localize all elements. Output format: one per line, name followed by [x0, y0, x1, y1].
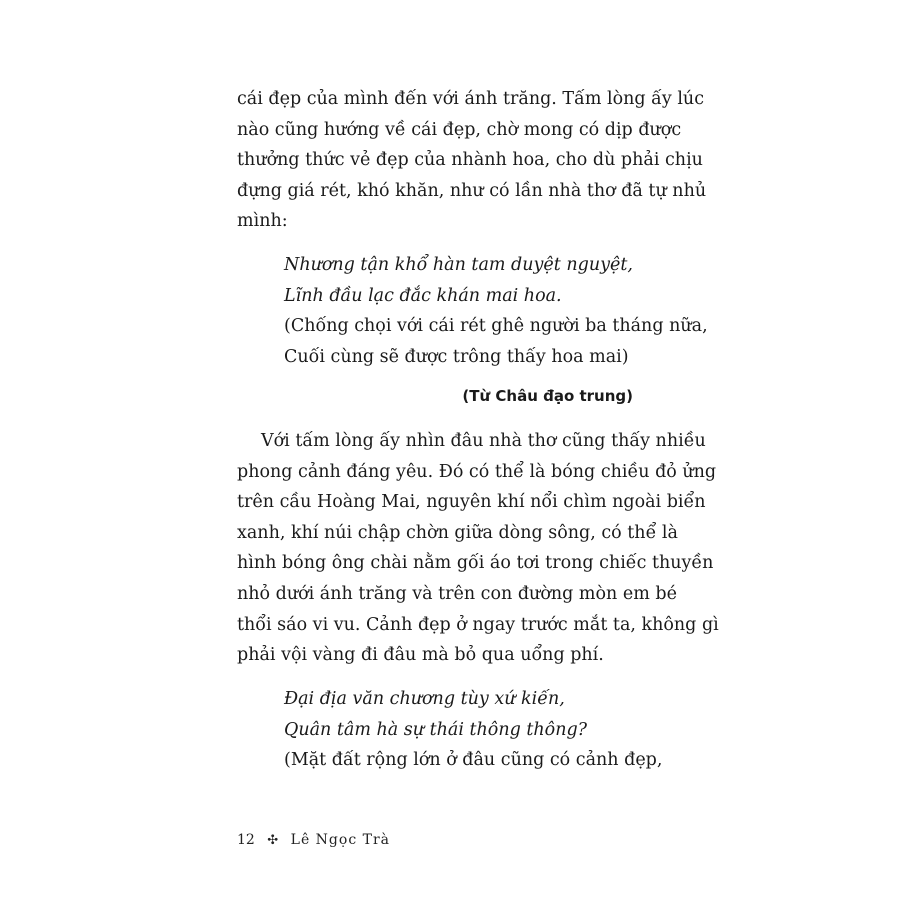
- paragraph-2-line: trên cầu Hoàng Mai, nguyên khí nổi chìm ngoài biển: [237, 492, 706, 513]
- page-number: 12: [237, 832, 255, 848]
- poem-1: [237, 250, 708, 372]
- paragraph-1-line: thưởng thức vẻ đẹp của nhành hoa, cho dù phải chịu: [237, 150, 703, 171]
- paragraph-2-line: phải vội vàng đi đâu mà bỏ qua uổng phí.: [237, 645, 604, 666]
- paragraph-2-line: nhỏ dưới ánh trăng và trên con đường mòn em bé: [237, 583, 677, 604]
- paragraph-2-line: hình bóng ông chài nằm gối áo tơi trong chiếc thuyền: [237, 553, 714, 574]
- paragraph-2: [237, 426, 719, 671]
- page-footer: [237, 828, 390, 853]
- poem-1-original-line: Lĩnh đầu lạc đắc khán mai hoa.: [284, 285, 562, 306]
- poem-2: [237, 684, 664, 776]
- poem-1-translation-line: Cuối cùng sẽ được trông thấy hoa mai): [284, 346, 629, 367]
- paragraph-1-line: mình:: [237, 211, 288, 232]
- paragraph-1-line: đựng giá rét, khó khăn, như có lần nhà thơ đã tự nhủ: [237, 180, 707, 201]
- paragraph-1-line: cái đẹp của mình đến với ánh trăng. Tấm lòng ấy lúc: [237, 89, 704, 109]
- poem-1-translation-line: (Chống chọi với cái rét ghê người ba tháng nữa,: [284, 316, 708, 337]
- paragraph-2-line: Với tấm lòng ấy nhìn đâu nhà thơ cũng thấy nhiều: [261, 431, 706, 451]
- paragraph-2-line: xanh, khí núi chập chờn giữa dòng sông, có thể là: [237, 522, 678, 543]
- ornament-icon: ✣: [267, 833, 279, 848]
- poem-2-original-line: Quân tâm hà sự thái thông thông?: [284, 719, 588, 740]
- paragraph-1: [237, 84, 707, 237]
- paragraph-2-line: phong cảnh đáng yêu. Đó có thể là bóng chiều đỏ ửng: [237, 461, 717, 482]
- author-name: Lê Ngọc Trà: [290, 832, 390, 848]
- poem-1-original-line: Nhương tận khổ hàn tam duyệt nguyệt,: [284, 255, 633, 275]
- paragraph-2-line: thổi sáo vi vu. Cảnh đẹp ở ngay trước mắt ta, không gì: [237, 614, 719, 635]
- poem-2-translation-line: (Mặt đất rộng lớn ở đâu cũng có cảnh đẹp,: [284, 750, 663, 771]
- poem-2-original-line: Đại địa văn chương tùy xứ kiến,: [284, 689, 565, 709]
- paragraph-1-line: nào cũng hướng về cái đẹp, chờ mong có dịp được: [237, 119, 682, 140]
- poem-1-source: (Từ Châu đạo trung): [462, 387, 633, 405]
